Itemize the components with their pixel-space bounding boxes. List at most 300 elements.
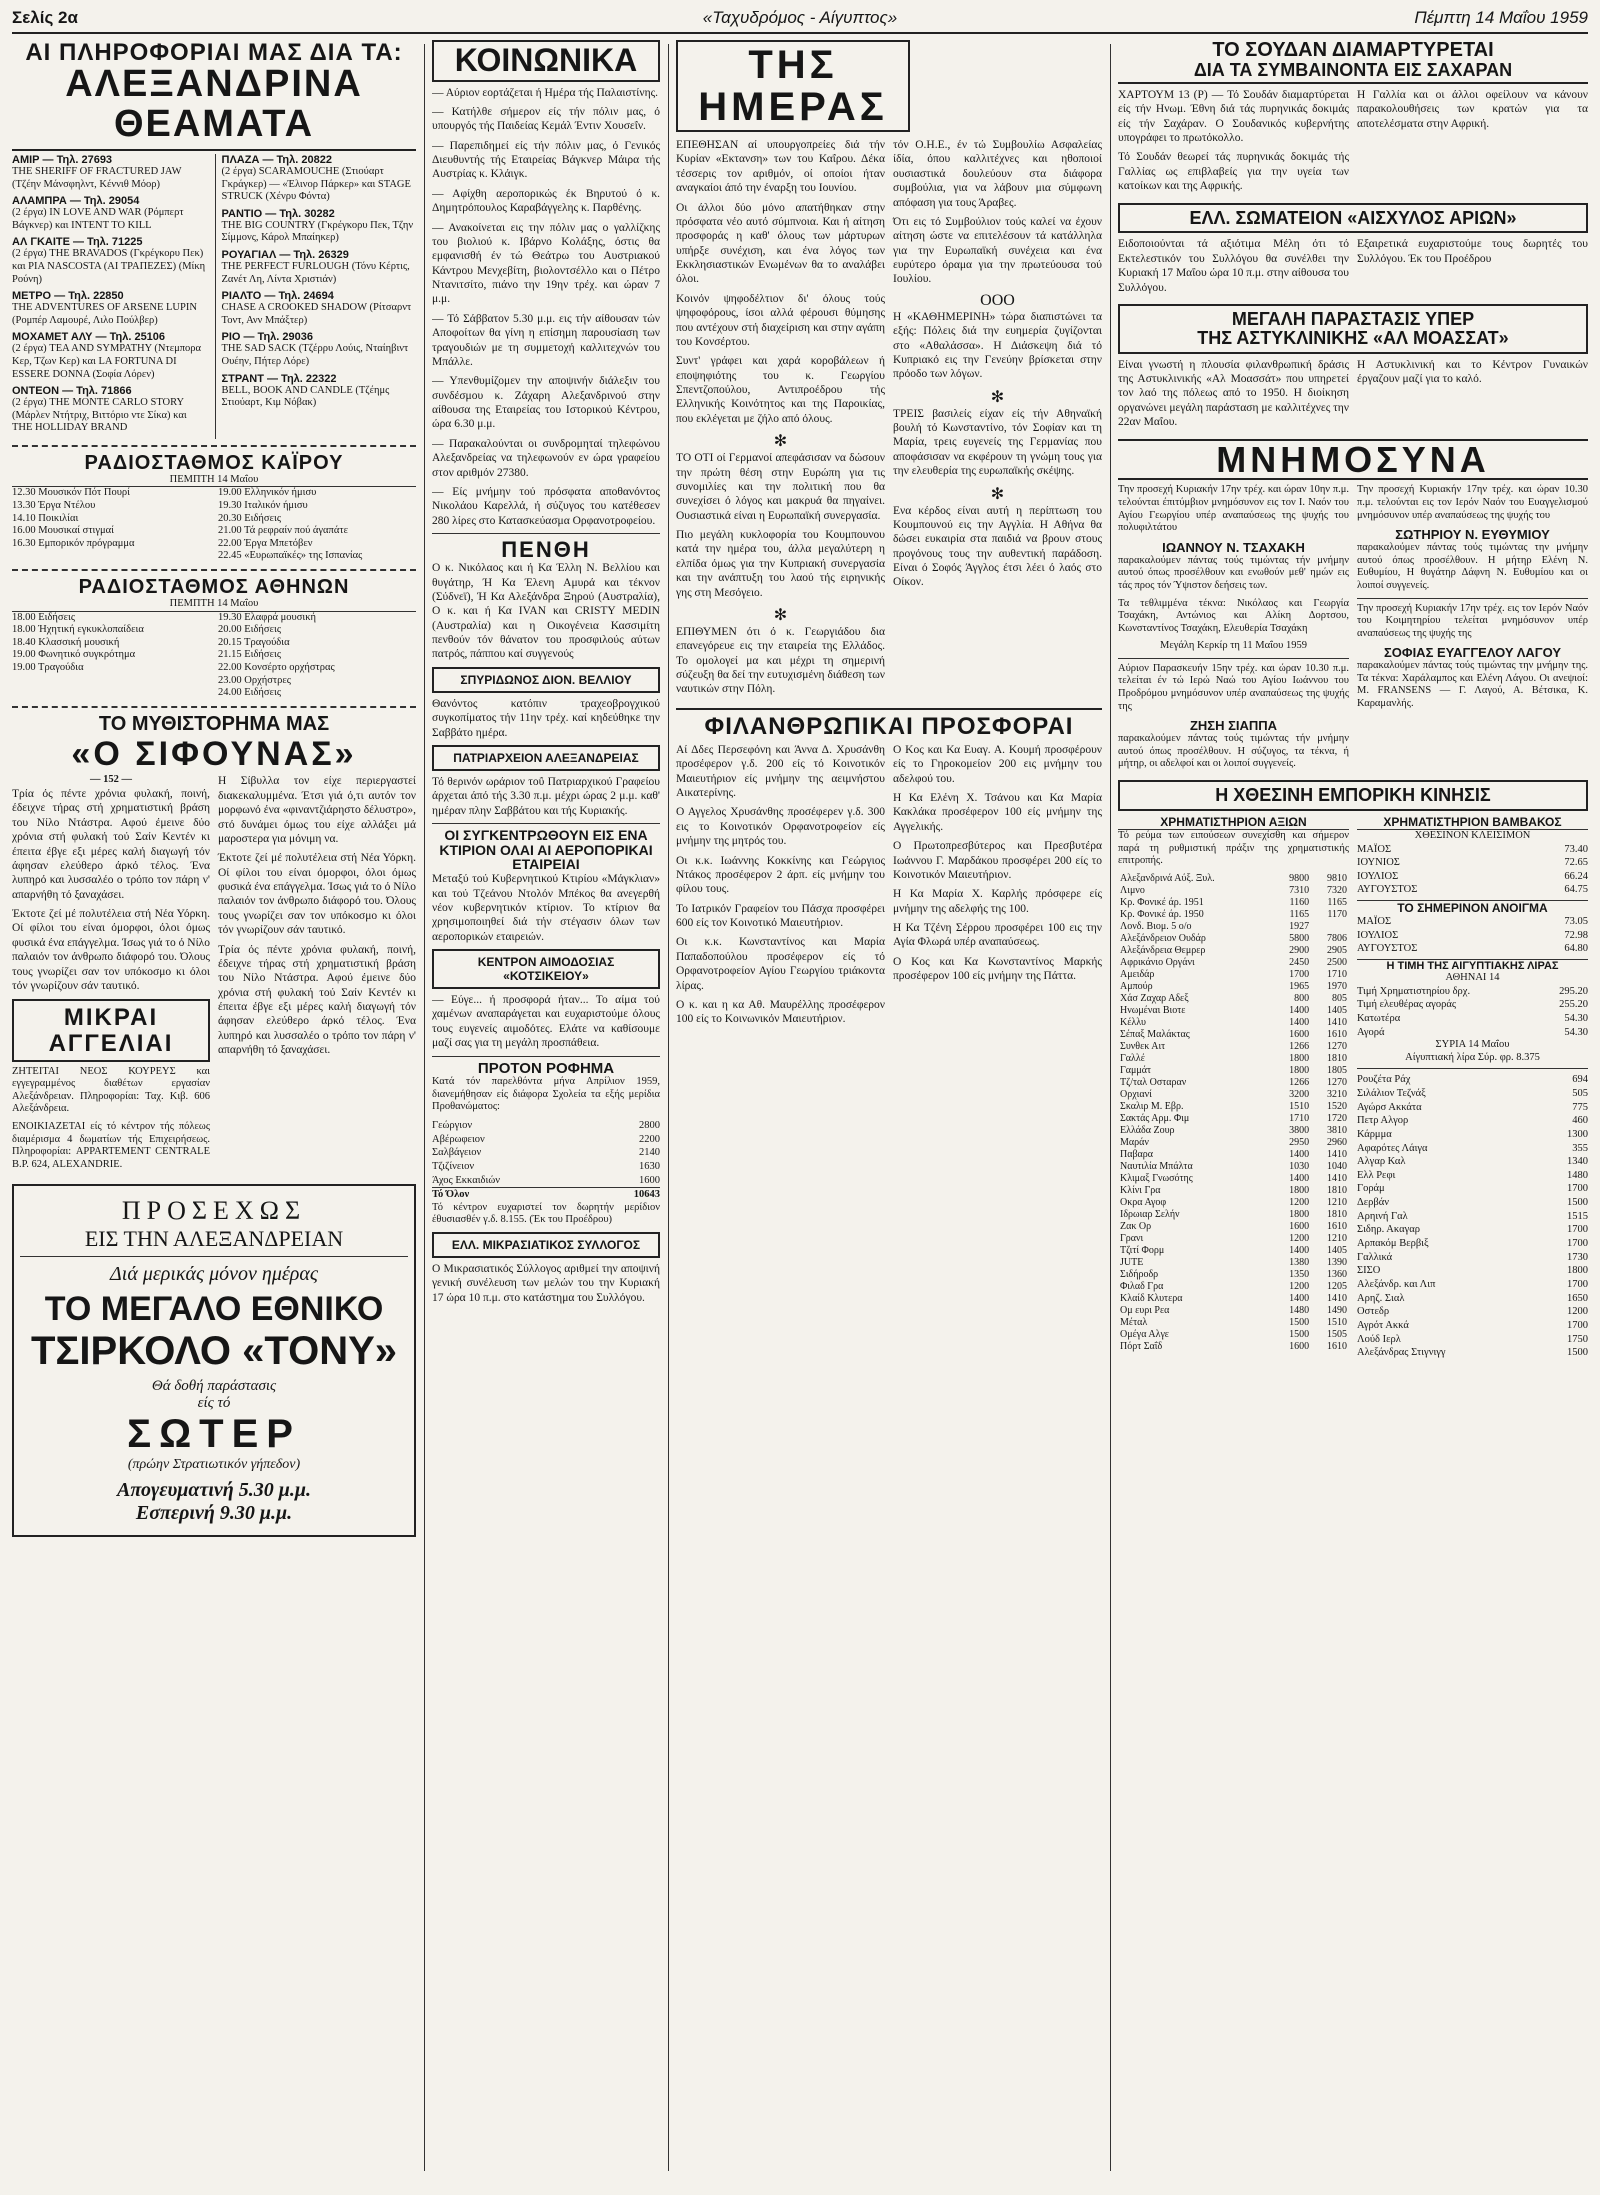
- circus-attention: ΠΡΟΣΕΧΩΣ: [121, 1196, 307, 1226]
- stock-price-buy: 1380: [1289, 1256, 1310, 1268]
- fund-row-label: Αβέρωφειον: [432, 1133, 485, 1145]
- aeschylus-box: [1118, 203, 1588, 234]
- cinema-program: (2 έργα) TEA AND SYMPATHY (Ντεμπορα Κερ, Τζων Κερ) και LA FORTUNA DI ESSERE DONNA (Σοφία Λόρεν): [12, 343, 202, 380]
- radio-program: 22.00 Κονσέρτο ορχήστρας: [218, 662, 335, 673]
- charity-item: Η Κα Μαρία Χ. Καρλής πρόσφερε είς μνήμην της αδελφής της 100.: [893, 888, 1102, 915]
- cinema-listings: [12, 149, 416, 439]
- cinema-name: ΠΛΑΖΑ — Τηλ. 20822: [221, 153, 332, 166]
- novel-paragraph: Η Σίβυλλα τον είχε περιεργαστεί διακεκαλυμμένα. Έτσι γιά ό,τι αυτόν τον μορφωνό ένα «φιναντζιάρηστο δέλυστρο», στό δυνάμει όμως του είχε αλλάξει μά μαροστερα για μόνιμη να.: [218, 775, 416, 845]
- goods-row-value: 460: [1572, 1115, 1588, 1127]
- social-item: — Είς μνήμην τού πρόσφατα αποθανόντος Νικολάου Καρελλά, ή σύζυγος του κατέθεσεν 280 λίρες στο Κατασκεύασμα Ορφανοτροφείου.: [432, 485, 660, 527]
- goods-row: [1357, 1237, 1588, 1251]
- fund-total-row: [432, 1187, 660, 1202]
- stock-row: [1118, 945, 1349, 957]
- stock-price-sell: 1810: [1327, 1052, 1347, 1064]
- stock-name: Ηνωμέναι Βιοτε: [1120, 1004, 1186, 1016]
- pound-row: [1357, 985, 1588, 999]
- goods-row-value: 775: [1572, 1101, 1588, 1113]
- goods-row-value: 1800: [1567, 1265, 1588, 1277]
- stock-price-buy: 1600: [1289, 1028, 1310, 1040]
- radio-program: 18.00 Ειδήσεις: [12, 611, 75, 623]
- goods-row-label: Κάρμμα: [1357, 1128, 1392, 1140]
- charity-item: Οι κ.κ. Ιωάννης Κοκκίνης και Γεώργιος Ντάκος προσέφερον 2 άρπ. είς μνήμην του φίλου τους.: [676, 854, 885, 896]
- charity-item: Ο Κος και Κα Κωνσταντίνος Μαρκής προσέφερον 100 είς μνήμην της Πάττα.: [893, 955, 1102, 983]
- fund-row-value: 2200: [639, 1133, 660, 1145]
- memorial-name: ΖΗΣΗ ΣΙΑΠΠΑ: [1189, 718, 1278, 734]
- clinic-paragraph: Η Αστυκλινική και το Κέντρον Γυναικών έργαζουν μαζί για το καλό.: [1357, 358, 1588, 386]
- stock-name: Ιδρωιαρ Σελήν: [1120, 1208, 1180, 1220]
- memorial-intro: Την προσεχή Κυριακήν 17ην τρέχ. και ώραν 10ην π.μ. τελούνται έπιτύμβιον μνημόσυνον εις τον Ι. Ναόν του Αγίου Γεωργίου υπέρ αναπαύσεως της ψυχής του πολυφιλτάτου: [1118, 484, 1349, 534]
- goods-row-value: 355: [1572, 1142, 1588, 1154]
- aeschylus-paragraph: Εξαιρετικά ευχαριστούμε τους δωρητές του Συλλόγου. Έκ του Προέδρου: [1357, 238, 1588, 265]
- aeschylus-paragraph: Ειδοποιούνται τά αξιότιμα Μέλη ότι τό Εκτελεστικόν του Συλλόγου θα συνέλθει την Κυριακή 17 Μαΐου ώρα 10 π.μ. στην αίθουσα του Συλλόγου.: [1118, 238, 1349, 294]
- stock-row: [1118, 1245, 1349, 1257]
- pound-row: [1357, 998, 1588, 1012]
- stock-price-sell: 3810: [1327, 1124, 1347, 1136]
- radio-program: 19.30 Ελαφρά μουσική: [218, 611, 317, 623]
- mourning-text: Ο κ. Νικόλαος και ή Κα Έλλη Ν. Βελλίου και θυγάτηρ, Ή Κα Έλενη Αμυρά και τέκνον (Σύδνεϊ), Ή Κα Αλεξάνδρα Ξηρού (Αυστραλία), Ο κ. και ή Κα IVAN και CRISTY MEDIN (Αυστραλία) και η Οικογένεια Κασσιμίτη πενθούν τόν θάνατον του προσφιλούς αύτων πατρός, πάππου καί συγγενούς: [432, 562, 660, 661]
- social-news: [432, 86, 660, 529]
- clinic-box: [1118, 304, 1588, 354]
- fund-row-label: Γεώργιον: [432, 1120, 473, 1132]
- stock-price-sell: 1510: [1327, 1316, 1347, 1328]
- goods-row: [1357, 1278, 1588, 1292]
- cinema-program: (2 έργα) THE MONTE CARLO STORY (Μάρλεν Ντήτριχ, Βιττόριο ντε Σίκα) και THE HOLLIDAY BRAND: [12, 397, 187, 434]
- stock-row: [1118, 969, 1349, 981]
- stock-price-sell: 1410: [1327, 1016, 1347, 1028]
- charity-item: Αί Δδες Περσεφόνη και Άννα Δ. Χρυσάνθη προσέφερον γ.δ. 200 είς τό Κοινοτικόν Μαιευτήριον είς μνήμην της αειμνήστου Αικατερίνης.: [676, 743, 885, 800]
- stock-name: Αλεξανδρινά Αύξ. Ξυλ.: [1120, 872, 1215, 884]
- memorial-name: ΣΩΤΗΡΙΟΥ Ν. ΕΥΘΥΜΙΟΥ: [1395, 527, 1550, 543]
- stock-name: Παβαρα: [1120, 1148, 1154, 1160]
- stock-price-buy: 1165: [1289, 908, 1310, 920]
- charity-section: [676, 708, 1102, 1032]
- goods-row-label: Σιλάλιον Τεζνάξ: [1357, 1088, 1426, 1099]
- stock-name: Τζιτί Φορμ: [1120, 1244, 1165, 1256]
- fund-row-value: 1630: [639, 1160, 660, 1172]
- radio-program: 18.40 Κλασσική μουσική: [12, 636, 120, 648]
- stock-row: [1118, 1185, 1349, 1197]
- fund-row-label: Σαλβάγειον: [432, 1147, 482, 1159]
- stock-row: [1118, 1233, 1349, 1245]
- radio-cairo-day: ΠΕΜΠΤΗ 14 Μαΐου: [12, 474, 416, 488]
- sudan-paragraph: Η Γαλλία και οι άλλοι οφείλουν να κάνουν παρακολουθήσεις των κρατών για τα αποτελέσματα στην Αφρική.: [1357, 88, 1588, 130]
- stock-price-sell: 9810: [1327, 872, 1347, 884]
- pound-row-label: Κατωτέρα: [1357, 1012, 1401, 1024]
- cotton-table: [1357, 843, 1588, 898]
- charity-item: Ο κ. και η κα Αθ. Μαυρέλλης προσέφερον 100 είς το Κοινωνικόν Μαιευτήριον.: [676, 998, 885, 1026]
- radio-program: 12.30 Μουσικόν Πότ Πουρί: [12, 487, 130, 499]
- day-paragraph: τόν Ο.Η.Ε., έν τώ Συμβουλίω Ασφαλείας ίδία, όπου καλλιτέχνες και ηθοποιοί ουσιαστικά δουλεύουν στα διάφορα συμβούλια, για να λάβουν μια σύμφωνη απόφαση για τους Άραβες.: [893, 139, 1102, 209]
- circus-where-2: είς τό: [197, 1395, 231, 1412]
- cotton-row-label: ΜΑΪΟΣ: [1357, 843, 1392, 855]
- stock-row: [1118, 957, 1349, 969]
- cotton-title: ΧΡΗΜΑΤΙΣΤΗΡΙΟΝ ΒΑΜΒΑΚΟΣ: [1357, 815, 1588, 830]
- stock-name: Κλίνι Γρα: [1120, 1184, 1161, 1196]
- stock-row: [1118, 1341, 1349, 1353]
- stocks-intro: Τό ρεύμα των ειπούσεων συνεχίσθη και σήμερον παρά τη ρυθμιστική πράξιν της χρηματιστικής επιτροπής.: [1118, 829, 1349, 867]
- radio-program: 16.00 Μουσικαί στιγμαί: [12, 525, 114, 537]
- stock-name: Ομέγα Αλγε: [1120, 1328, 1169, 1340]
- pound-row: [1357, 1012, 1588, 1026]
- cinema-name: ΡΙΟ — Τηλ. 29036: [221, 331, 314, 344]
- stock-name: Σκαλιρ Μ. Εβρ.: [1120, 1100, 1184, 1112]
- pound-row-label: Τιμή Χρηματιστηρίου δρχ.: [1357, 985, 1471, 997]
- stock-price-buy: 1510: [1289, 1100, 1310, 1112]
- cotton-row: [1357, 856, 1588, 870]
- day-paragraph: Συντ' γράφει και χαρά κοροβάλεων ή εποψηφιότης του κ. Γεωργίου Σπεντζοπούλου, Αντιπροέδρου τής Ελληνικής Κοινότητος και της Παροικίας, που εκλέγεται με ζήλο από όλους.: [676, 355, 885, 425]
- stock-price-buy: 2450: [1289, 956, 1310, 968]
- day-paragraph: ΕΠΕΘΗΣΑΝ αί υπουργοπρείες διά τήν Κυρίαν «Εκτανση» των του Καΐρου. Δέκα τέσσερις τον αριθμόν, οί οποίοι ήταν αναγκαίοι άπό την έναρξη του Ιουνίου.: [676, 139, 885, 195]
- stock-price-sell: 3210: [1327, 1088, 1347, 1100]
- social-item: — Τό Σάββατον 5.30 μ.μ. εις τήν αίθουσαν τών Αποφοίτων θα γίνη η επίσημη παρουσίαση των τραγουδιών με τη συμμετοχή καλλιτεχνών του Μπάλλε.: [432, 312, 660, 368]
- fund-total-value: 10643: [633, 1189, 660, 1201]
- goods-row: [1357, 1196, 1588, 1210]
- day-paragraph: Οι άλλοι δύο μόνο απατήθηκαν στην πρόσφατα νέο αυτό σύμπνοια. Και ή αίτηση προσφοράς η καθ' όλους των μάρτυρων υπήρξε συνέχιση, και ένα λόγος των Εκκλησιαστικών Ενωμένων θα το αναλάβει όλοι.: [676, 201, 885, 286]
- circus-days: Διά μερικάς μόνον ημέρας: [110, 1263, 318, 1286]
- cinema-program: THE SHERIFF OF FRACTURED JAW (Τζέην Μάνσφηλντ, Κέννιθ Μόορ): [12, 165, 182, 190]
- pound-row-value: 295.20: [1559, 985, 1588, 997]
- goods-row: [1357, 1333, 1588, 1347]
- pound-row-value: 54.30: [1564, 1012, 1588, 1024]
- stock-row: [1118, 1137, 1349, 1149]
- goods-row-value: 1300: [1567, 1128, 1588, 1140]
- stock-price-buy: 2950: [1289, 1136, 1310, 1148]
- page-number: Σελίς 2α: [12, 8, 78, 27]
- stock-price-buy: 1500: [1289, 1316, 1310, 1328]
- radio-program: 20.30 Ειδήσεις: [218, 512, 281, 524]
- cinema-program: THE SAD SACK (Τζέρρυ Λούις, Νταίηβιντ Ουέην, Πήτερ Λόρε): [221, 343, 409, 367]
- stock-row: [1118, 1053, 1349, 1065]
- memorial-name: ΙΩΑΝΝΟΥ Ν. ΤΣΑΧΑΚΗ: [1162, 539, 1305, 555]
- goods-row-label: Γοράμ: [1357, 1183, 1385, 1195]
- stock-row: [1118, 1305, 1349, 1317]
- pound-row: [1357, 1026, 1588, 1040]
- circus-venue: ΣΩΤΕΡ: [127, 1412, 301, 1457]
- goods-row-label: Ελλ Ρεφι: [1357, 1169, 1396, 1181]
- stock-price-sell: 1720: [1327, 1112, 1347, 1124]
- stock-price-buy: 1200: [1289, 1280, 1310, 1292]
- memorial-intro: Την προσεχή Κυριακήν 17ην τρέχ. και ώραν 10.30 π.μ. τελούνται εις τον Ιερόν Ναόν του Ευαγγελισμού μνημόσυνον υπέρ αναπαύσεως της ψυχής του: [1357, 484, 1588, 521]
- fund-table: [432, 1119, 660, 1187]
- stock-name: Ελλάδα Ζουρ: [1120, 1124, 1175, 1136]
- fund-title: ΠΡΟΤΟΝ ΡΟΦΗΜΑ: [477, 1059, 615, 1077]
- memorial-text: παρακαλούμεν πάντας τούς τιμώντας τήν μνήμην αυτού όπως προσέλθουν και ενωθούν μεθ' ημών εις τάς προς τόν Ύψιστον δεήσεις των.: [1118, 554, 1349, 591]
- circus-venue-note: (πρώην Στρατιωτικόν γήπεδον): [127, 1457, 301, 1473]
- radio-cairo-left: [12, 487, 210, 563]
- stock-name: Ορχιανί: [1120, 1088, 1152, 1100]
- pound-city: ΑΘΗΝΑΙ 14: [1445, 972, 1500, 984]
- stock-row: [1118, 873, 1349, 885]
- sudan-title: ΤΟ ΣΟΥΔΑΝ ΔΙΑΜΑΡΤΥΡΕΤΑΙ: [1212, 40, 1494, 61]
- radio-athens-schedule: [12, 612, 416, 700]
- stock-price-buy: 1350: [1289, 1268, 1310, 1280]
- cotton-row-value: 64.75: [1564, 884, 1588, 896]
- cotton-subtitle: ΧΘΕΣΙΝΟΝ ΚΛΕΙΣΙΜΟΝ: [1414, 829, 1531, 841]
- stock-row: [1118, 1281, 1349, 1293]
- cotton-row: [1357, 843, 1588, 857]
- goods-row-label: Πετρ Αλγορ: [1357, 1115, 1409, 1127]
- cotton-row-label: ΑΥΓΟΥΣΤΟΣ: [1357, 884, 1418, 896]
- info-title: ΑΙ ΠΛΗΡΟΦΟΡΙΑΙ ΜΑΣ ΔΙΑ ΤΑ:: [25, 40, 403, 66]
- goods-row-label: Αρπακόμ Βερβιξ: [1357, 1238, 1429, 1250]
- radio-program: 23.00 Ορχήστρες: [218, 674, 291, 686]
- pound-row-value: 54.30: [1564, 1026, 1588, 1038]
- cinema-program: (2 έργα) THE BRAVADOS (Γκρέγκορυ Πεκ) και PIA NASCOSTA (ΑΙ ΤΡΑΠΕΖΕΣ) (Μίκη Ρούνη): [12, 248, 206, 285]
- goods-row-value: 1700: [1567, 1238, 1588, 1250]
- stock-price-sell: 1360: [1327, 1268, 1347, 1280]
- blood-text: — Εύγε... ή προσφορά ήταν... Το αίμα τού χαμένων αναπαράγεται και ευχαριστούμε όλους τους ευγενείς αιμοδότες. Ελάτε να καθίσουμε μαζί σας για τη μεγάλη προσπάθεια.: [432, 994, 660, 1050]
- stock-name: Φιλαδ Γρα: [1120, 1280, 1164, 1292]
- cinema-name: ΜΟΧΑΜΕΤ ΑΛΥ — Τηλ. 25106: [12, 331, 166, 344]
- stock-row: [1118, 1017, 1349, 1029]
- stock-name: Ναυτιλία Μπάλτα: [1120, 1160, 1193, 1172]
- stock-price-sell: 1810: [1327, 1208, 1347, 1220]
- cinema-program: THE ADVENTURES OF ARSENE LUPIN (Ρομπέρ Λαμουρέ, Λιλο Πούλβερ): [12, 302, 197, 326]
- radio-program: 22.45 «Ευρωπαϊκές» της Ισπανίας: [218, 550, 363, 562]
- goods-row-label: Δερβάν: [1357, 1197, 1389, 1209]
- stock-price-sell: 1710: [1327, 968, 1347, 980]
- stock-price-sell: 2905: [1327, 944, 1347, 956]
- charity-left: [676, 743, 885, 1032]
- stock-name: Γαμμάτ: [1120, 1064, 1152, 1076]
- stock-price-buy: 1965: [1289, 980, 1310, 992]
- fund-intro: Κατά τόν παρελθόντα μήνα Απρίλιον 1959, διανεμήθησαν είς διάφορα Σχολεία τα εξής μερίδια Προθανώματος:: [432, 1076, 660, 1113]
- stock-name: Οκρα Αγοφ: [1120, 1196, 1167, 1208]
- goods-row-value: 1750: [1567, 1333, 1588, 1345]
- stock-price-buy: 1800: [1289, 1184, 1310, 1196]
- stocks-table: [1118, 873, 1349, 1353]
- stock-price-buy: 1266: [1289, 1040, 1310, 1052]
- radio-program: 20.15 Τραγούδια: [218, 636, 290, 648]
- page-header: [12, 6, 1588, 34]
- stock-price-buy: 1710: [1289, 1112, 1310, 1124]
- goods-row: [1357, 1128, 1588, 1142]
- stock-price-sell: 1170: [1327, 908, 1347, 920]
- clinic-title: ΜΕΓΑΛΗ ΠΑΡΑΣΤΑΣΙΣ ΥΠΕΡ: [1231, 308, 1475, 329]
- stock-row: [1118, 1293, 1349, 1305]
- stock-row: [1118, 1197, 1349, 1209]
- circus-time-evening: Εσπερινή 9.30 μ.μ.: [135, 1502, 293, 1525]
- radio-program: 19.30 Ιταλικόν ήμισυ: [218, 500, 308, 512]
- fund-total-label: Τό Όλον: [432, 1189, 470, 1201]
- goods-row-value: 1700: [1567, 1224, 1588, 1236]
- stock-name: Αμπούρ: [1120, 980, 1153, 992]
- pound-syria-rate: Αίγυπτιακή λίρα Σύρ. φρ. 8.375: [1405, 1051, 1540, 1063]
- stock-price-sell: 1405: [1327, 1004, 1347, 1016]
- stock-name: Σιδήροδρ: [1120, 1268, 1159, 1280]
- goods-row: [1357, 1305, 1588, 1319]
- stock-price-sell: 1210: [1327, 1196, 1347, 1208]
- cinema-program: (2 έργα) IN LOVE AND WAR (Ρόμπερτ Βάγκνερ) και INTENT TO KILL: [12, 207, 184, 231]
- day-paragraph: Η «ΚΑΘΗΜΕΡΙΝΗ» τώρα διαπιστώνει τα εξής: Πόλεις διά την ευημερία ζυγίζονται στο «Αθαλάσσα». Η Διάσκεψη διά τό Κυπριακό εις την Γενεύην βρίσκεται στην πρόοδο των λόγων.: [893, 310, 1102, 381]
- stock-price-buy: 1500: [1289, 1328, 1310, 1340]
- stock-row: [1118, 909, 1349, 921]
- circus-where: Θά δοθή παράστασις: [151, 1378, 277, 1395]
- stock-price-sell: 805: [1332, 992, 1347, 1004]
- charity-item: Το Ιατρικόν Γραφείον του Πάσχα προσφέρει 600 είς τον Κοινοτικό Μαιευτήριον.: [676, 902, 885, 930]
- radio-program: 24.00 Ειδήσεις: [218, 687, 281, 699]
- day-paragraph: Πιο μεγάλη κυκλοφορία του Κουμπουνου κατά την ημέρα του, άλλα μεγαλύτερη η ελπίδα όμως για την Κυπριακή συνεργασία και την ανάπτυξη του λαού τής ειρηνικής γης στη Μεσόγειο.: [676, 529, 885, 599]
- goods-row: [1357, 1087, 1588, 1101]
- stock-price-sell: 1405: [1327, 1244, 1347, 1256]
- stock-name: Χάσ Ζαχαρ Αδεξ: [1120, 992, 1189, 1004]
- stock-row: [1118, 921, 1349, 933]
- commerce-box: [1118, 780, 1588, 811]
- cinema-name: ΡΙΑΛΤΟ — Τηλ. 24694: [221, 290, 334, 303]
- stock-name: Κλιμαξ Γνωσότης: [1120, 1172, 1193, 1184]
- stock-row: [1118, 1089, 1349, 1101]
- opening-row: [1357, 942, 1588, 956]
- stock-price-buy: 1160: [1289, 896, 1310, 908]
- opening-row: [1357, 929, 1588, 943]
- cotton-row: [1357, 870, 1588, 884]
- charity-title: ΦΙΛΑΝΘΡΩΠΙΚΑΙ ΠΡΟΣΦΟΡΑΙ: [704, 712, 1074, 740]
- stock-row: [1118, 1113, 1349, 1125]
- stock-name: Μαράν: [1120, 1136, 1149, 1148]
- goods-row-value: 1700: [1567, 1319, 1588, 1331]
- circus-city: ΕΙΣ ΤΗΝ ΑΛΕΞΑΝΔΡΕΙΑΝ: [20, 1226, 408, 1257]
- stock-price-buy: 1266: [1289, 1076, 1310, 1088]
- goods-row-label: Οστεδρ: [1357, 1306, 1390, 1318]
- cotton-row-label: ΙΟΥΝΙΟΣ: [1357, 857, 1400, 869]
- stock-price-sell: 1390: [1327, 1256, 1347, 1268]
- radio-program: 13.30 Έργα Ντέλου: [12, 500, 96, 512]
- novel-title: «Ο ΣΙΦΟΥΝΑΣ»: [71, 734, 357, 773]
- stock-price-buy: 3800: [1289, 1124, 1310, 1136]
- stock-price-buy: 1400: [1289, 1004, 1310, 1016]
- pound-city-syria: ΣΥΡΙΑ 14 Μαΐου: [1435, 1039, 1510, 1051]
- stock-price-sell: 1410: [1327, 1148, 1347, 1160]
- fund-row: [432, 1119, 660, 1133]
- stock-price-buy: 1030: [1289, 1160, 1310, 1172]
- column-rule: [1110, 44, 1111, 2171]
- stock-name: Σέπαξ Μαλάκτας: [1120, 1028, 1190, 1040]
- stock-name: Αφρικάνιο Οργάνι: [1120, 956, 1195, 968]
- goods-row: [1357, 1346, 1588, 1360]
- stock-price-buy: 1600: [1289, 1220, 1310, 1232]
- goods-row-value: 1500: [1567, 1347, 1588, 1359]
- fund-row-label: Άχος Εκκαιδιών: [432, 1174, 500, 1186]
- pound-table: [1357, 985, 1588, 1040]
- fund-row: [432, 1174, 660, 1188]
- asia-text: Ο Μικρασιατικός Σύλλογος αριθμεί την αποψινή γενική συνέλευση των μελών του την Κυριακή 17 ώρα 10 π.μ. στο κατάστημα του Συλλόγου.: [432, 1263, 660, 1304]
- goods-row: [1357, 1319, 1588, 1333]
- goods-row-label: Αλγαρ Καλ: [1357, 1156, 1406, 1168]
- stock-price-sell: 1410: [1327, 1292, 1347, 1304]
- stock-name: Αλεξάνδρειον Ουδάρ: [1120, 932, 1206, 944]
- issue-date: Πέμπτη 14 Μαΐου 1959: [1414, 8, 1588, 27]
- memorial-intro: Την προσεχή Κυριακήν 17ην τρέχ. εις τον Ιερόν Ναόν του Κοιμητηρίου τελείται μνημόσυνον υπέρ αναπαύσεως της ψυχής της: [1357, 602, 1588, 639]
- goods-row-value: 1730: [1567, 1251, 1588, 1263]
- commerce-title: Η ΧΘΕΣΙΝΗ ΕΜΠΟΡΙΚΗ ΚΙΝΗΣΙΣ: [1215, 785, 1491, 806]
- day-paragraph: ΕΠΙΘΥΜΕΝ ότι ό κ. Γεωργιάδου δια επανεγόρευε εις την εταιρεία της Ελλάδος. Το ομολογεί μα και μέχρι τη σημερινή σύζευξη θα δεί την ευτυχισμένη διάθεση των ναυτικών στην Πόλη.: [676, 625, 885, 696]
- blood-title: ΚΕΝΤΡΟΝ ΑΙΜΟΔΟΣΙΑΣ «ΚΟΤΣΙΚΕΙΟΥ»: [432, 949, 660, 989]
- sudan-paragraph: Τό Σουδάν θεωρεί τάς πυρηνικάς δοκιμάς τής Γαλλίας ως επιβλαβείς για την υγεία των κατοίκων και της Αφρικής.: [1118, 151, 1349, 193]
- stock-price-buy: 1600: [1289, 1340, 1310, 1352]
- stock-price-sell: 2960: [1327, 1136, 1347, 1148]
- small-ad: ΖΗΤΕΙΤΑΙ ΝΕΟΣ ΚΟΥΡΕΥΣ και εγγεγραμμένος διαθέτων εργασίαν Αλεξάνδρειαν. Πληροφορίαι: Ταχ. Κιβ. 606 Αλεξάνδρεια.: [12, 1065, 210, 1115]
- stock-price-sell: 7806: [1327, 932, 1347, 944]
- charity-item: Η Κα Ελένη Χ. Τσάνου και Κα Μαρία Κακλάκα προσέφερον 100 είς μνήμην της Αγγελικής.: [893, 792, 1102, 833]
- social-title: ΚΟΙΝΩΝΙΚΑ: [432, 40, 660, 82]
- circus-time-afternoon: Απογευματινή 5.30 μ.μ.: [116, 1479, 311, 1502]
- goods-row: [1357, 1114, 1588, 1128]
- goods-row-label: Αγρότ Ακκά: [1357, 1319, 1409, 1331]
- stock-row: [1118, 1029, 1349, 1041]
- goods-row: [1357, 1142, 1588, 1156]
- stock-price-sell: 1490: [1327, 1304, 1347, 1316]
- social-item: — Παρεπιδημεί είς τήν πόλιν μας, ό Γενικός Διευθυντής τής Εταιρείας Βάγκνερ Μάιρα τής Αυστρίας κ. Κλάιγκ.: [432, 139, 660, 181]
- stock-price-sell: 1410: [1327, 1172, 1347, 1184]
- opening-row-label: ΜΑΪΟΣ: [1357, 916, 1392, 928]
- stock-price-sell: 1610: [1327, 1340, 1347, 1352]
- clinic-paragraph: Είναι γνωστή η πλουσία φιλανθρωπική δράσις της Αστυκλινικής «Αλ Μοασσάτ» που υπηρετεί τον λαό της πόλεως από το 1950. Η διοίκηση οργανώνει μεγάλη παράσταση με καλλιτέχνες την 22αν Μαΐου.: [1118, 358, 1349, 429]
- goods-row-label: Γαλλικά: [1357, 1251, 1393, 1263]
- fund-row: [432, 1160, 660, 1174]
- stock-price-buy: 1200: [1289, 1196, 1310, 1208]
- stock-price-sell: [1311, 921, 1349, 933]
- pound-row-label: Αγορά: [1357, 1026, 1385, 1038]
- goods-row-label: Αλεξάνδρ. και Λιπ: [1357, 1278, 1436, 1290]
- stock-name: Αλεξάνδρεια Θεμρερ: [1120, 944, 1206, 956]
- goods-row-label: Σιδηρ. Ακαγαρ: [1357, 1224, 1420, 1236]
- stock-name: Κέλλυ: [1120, 1016, 1146, 1028]
- day-paragraph: Κοινόν ψηφοδέλτιον δι' όλους τούς ψηφοφόρους, ίσοι αλλά φέρουσι θύμησης που αντέχουν στή διαχείριση και στην αγάπη του Κονσέρτου.: [676, 292, 885, 348]
- novel-paragraph: Τρία ός πέντε χρόνια φυλακή, ποινή, έδειχνε τήρας στή χρηματιστική βράση του Νίλο Ντάστρα. Αφού έμεινε δύο χρόνια στή φυλακή τού Σαίν Κεντέν κι έπειτα έβγε εξι μέρες καλή διαγωγή τόν άφησαν ελεύθερο άρκό τέλος. Ένα λυπηρό και λυσσαλέο ο τρόπο τον πάρη ν' απαρνήθη τό ξαναχάσει.: [12, 788, 210, 901]
- radio-program: 19.00 Ελληνικόν ήμισυ: [218, 487, 317, 499]
- companies-text: Μεταξύ τού Κυβερνητικού Κτιρίου «Μάγκλιαν» και τού Τζεάνου Ντολόν Μπέκος θα ανεγερθή νέον κυβερνητικόν κτίριον. Το κτίριον θα χρησιμοποιηθεί διά τήν στέγασιν όλων των αεροπορικών εταιρειών.: [432, 873, 660, 943]
- stock-price-buy: 1800: [1289, 1208, 1310, 1220]
- goods-row: [1357, 1210, 1588, 1224]
- charity-item: Ο Αγγελος Χρυσάνθης προσέφερεν γ.δ. 300 εις το Κοινοτικόν Ορφανοτροφείον είς μνήμην της μητρός του.: [676, 806, 885, 848]
- stock-price-buy: 7310: [1289, 884, 1310, 896]
- companies-title: ΟΙ ΣΥΓΚΕΝΤΡΩΘΟΥΝ ΕΙΣ ΕΝΑ ΚΤΙΡΙΟΝ ΟΛΑΙ ΑΙ ΑΕΡΟΠΟΡΙΚΑΙ ΕΤΑΙΡΕΙΑΙ: [439, 827, 653, 873]
- stock-row: [1118, 1041, 1349, 1053]
- stock-price-buy: 1700: [1289, 968, 1310, 980]
- radio-program: 14.10 Ποικιλίαι: [12, 512, 79, 524]
- memorial-family: Τα τεθλιμμένα τέκνα: Νικόλαος και Γεωργία Τσαχάκη, Αντώνιος και Αλίκη Δορτσου, Κωνσταντίνος Τσαχάκη, Ελευθερία Τσαχάκη: [1118, 597, 1349, 634]
- goods-row: [1357, 1264, 1588, 1278]
- radio-cairo-title: ΡΑΔΙΟΣΤΑΘΜΟΣ ΚΑΪΡΟΥ: [84, 451, 344, 474]
- stock-price-buy: 1800: [1289, 1064, 1310, 1076]
- stock-row: [1118, 1161, 1349, 1173]
- fund-row: [432, 1146, 660, 1160]
- stock-row: [1118, 885, 1349, 897]
- fund-row-value: 2800: [639, 1120, 660, 1132]
- goods-row: [1357, 1073, 1588, 1087]
- stock-name: Λονδ. Βιομ. 5 ο/ο: [1120, 920, 1192, 932]
- goods-row: [1357, 1251, 1588, 1265]
- city-title: ΑΛΕΞΑΝΔΡΙΝΑ ΘΕΑΜΑΤΑ: [65, 63, 363, 146]
- charity-item: Ο Κος και Κα Ευαγ. Α. Κουμή προσφέρουν είς το Γηροκομείον 200 εις μνήμην του αδελφού του.: [893, 743, 1102, 785]
- stock-price-buy: 1400: [1289, 1016, 1310, 1028]
- goods-row-value: 1515: [1567, 1210, 1588, 1222]
- stock-price-sell: 1210: [1327, 1232, 1347, 1244]
- cinema-program: BELL, BOOK AND CANDLE (Τζέημς Στιούαρτ, Κιμ Νόβακ): [221, 384, 390, 409]
- opening-row-value: 72.98: [1564, 929, 1588, 941]
- radio-program: 22.00 Έργα Μπετόβεν: [218, 537, 313, 549]
- stock-row: [1118, 933, 1349, 945]
- cotton-row-label: ΙΟΥΛΙΟΣ: [1357, 870, 1399, 882]
- social-item: — Κατήλθε σήμερον είς τήν πόλιν μας, ό υπουργός τής Παιδείας Κεμάλ Έντιν Χουσεΐν.: [432, 105, 660, 133]
- radio-athens-title: ΡΑΔΙΟΣΤΑΘΜΟΣ ΑΘΗΝΩΝ: [78, 576, 350, 599]
- stock-price-sell: 1165: [1327, 896, 1347, 908]
- radio-cairo-schedule: [12, 487, 416, 563]
- goods-row: [1357, 1223, 1588, 1237]
- social-item: — Αφίχθη αεροπορικώς έκ Βηρυτού ό κ. Δημητρόπουλος Καραβάγγελης κ. Παρθένης.: [432, 187, 660, 215]
- stock-price-buy: 3200: [1289, 1088, 1310, 1100]
